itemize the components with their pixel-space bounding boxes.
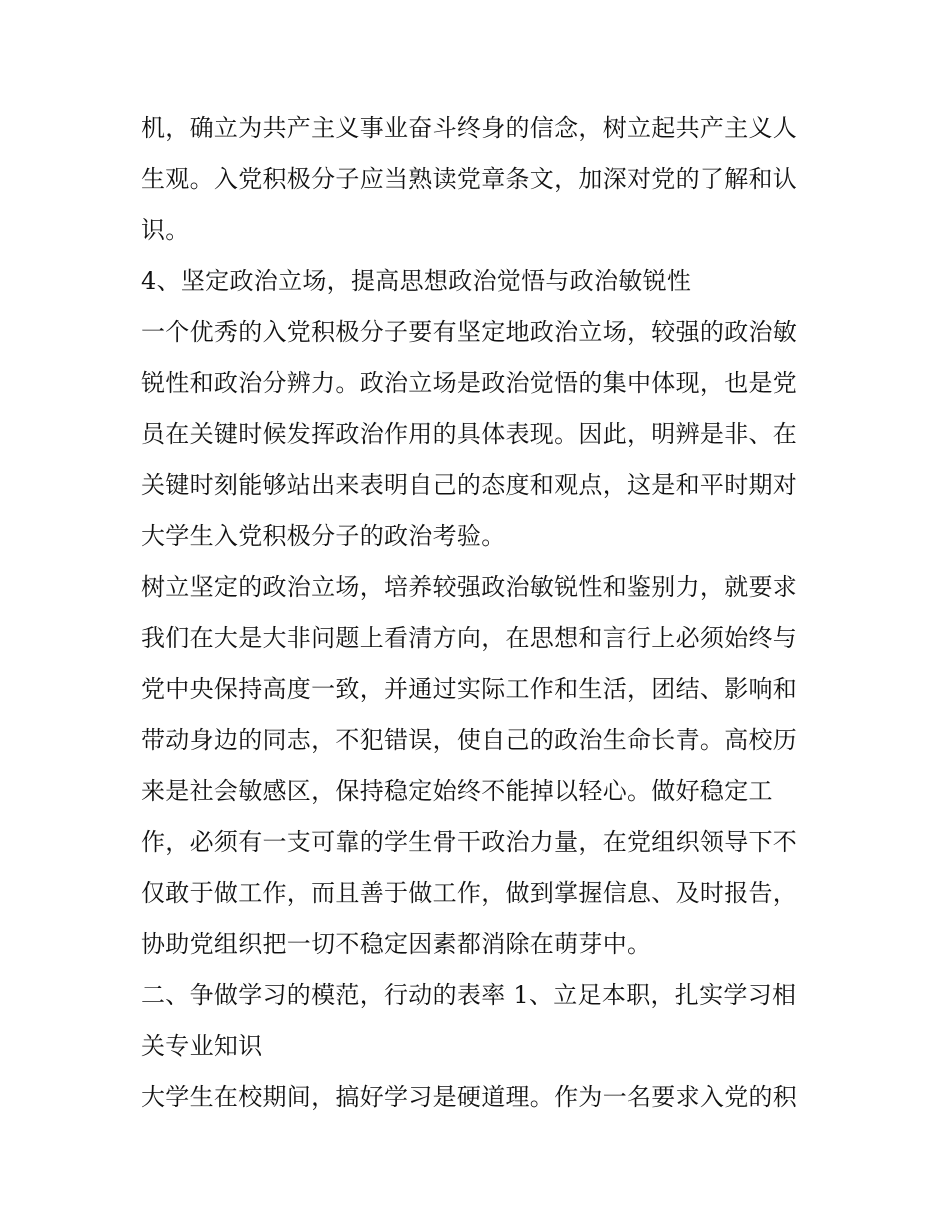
- text-line: 党中央保持高度一致，并通过实际工作和生活，团结、影响和: [141, 675, 798, 703]
- text-line: 树立坚定的政治立场，培养较强政治敏锐性和鉴别力，就要求: [141, 573, 798, 601]
- text-line: 带动身边的同志，不犯错误，使自己的政治生命长青。高校历: [141, 726, 798, 754]
- text-line: 关键时刻能够站出来表明自己的态度和观点，这是和平时期对: [141, 471, 798, 499]
- text-line: 协助党组织把一切不稳定因素都消除在萌芽中。: [141, 930, 652, 958]
- text-line: 一个优秀的入党积极分子要有坚定地政治立场，较强的政治敏: [141, 318, 798, 346]
- body-text: [141, 103, 821, 1123]
- text-line: 生观。入党积极分子应当熟读党章条文，加深对党的了解和认: [141, 165, 798, 193]
- text-line: 机，确立为共产主义事业奋斗终身的信念，树立起共产主义人: [141, 114, 798, 142]
- text-line: 仅敢于做工作，而且善于做工作，做到掌握信息、及时报告，: [141, 879, 798, 907]
- text-line: 锐性和政治分辨力。政治立场是政治觉悟的集中体现，也是党: [141, 369, 798, 397]
- text-line: 来是社会敏感区，保持稳定始终不能掉以轻心。做好稳定工: [141, 777, 773, 805]
- text-line: 员在关键时候发挥政治作用的具体表现。因此，明辨是非、在: [141, 420, 798, 448]
- text-line: 大学生在校期间，搞好学习是硬道理。作为一名要求入党的积: [141, 1083, 798, 1111]
- text-line: 识。: [141, 216, 190, 244]
- section-heading: 关专业知识: [141, 1032, 263, 1060]
- text-line: 作，必须有一支可靠的学生骨干政治力量，在党组织领导下不: [141, 828, 798, 856]
- text-line: 我们在大是大非问题上看清方向，在思想和言行上必须始终与: [141, 624, 798, 652]
- section-heading: 二、争做学习的模范，行动的表率 1、立足本职，扎实学习相: [141, 981, 797, 1009]
- section-heading: 4、坚定政治立场，提高思想政治觉悟与政治敏锐性: [141, 267, 692, 295]
- text-line: 大学生入党积极分子的政治考验。: [141, 522, 506, 550]
